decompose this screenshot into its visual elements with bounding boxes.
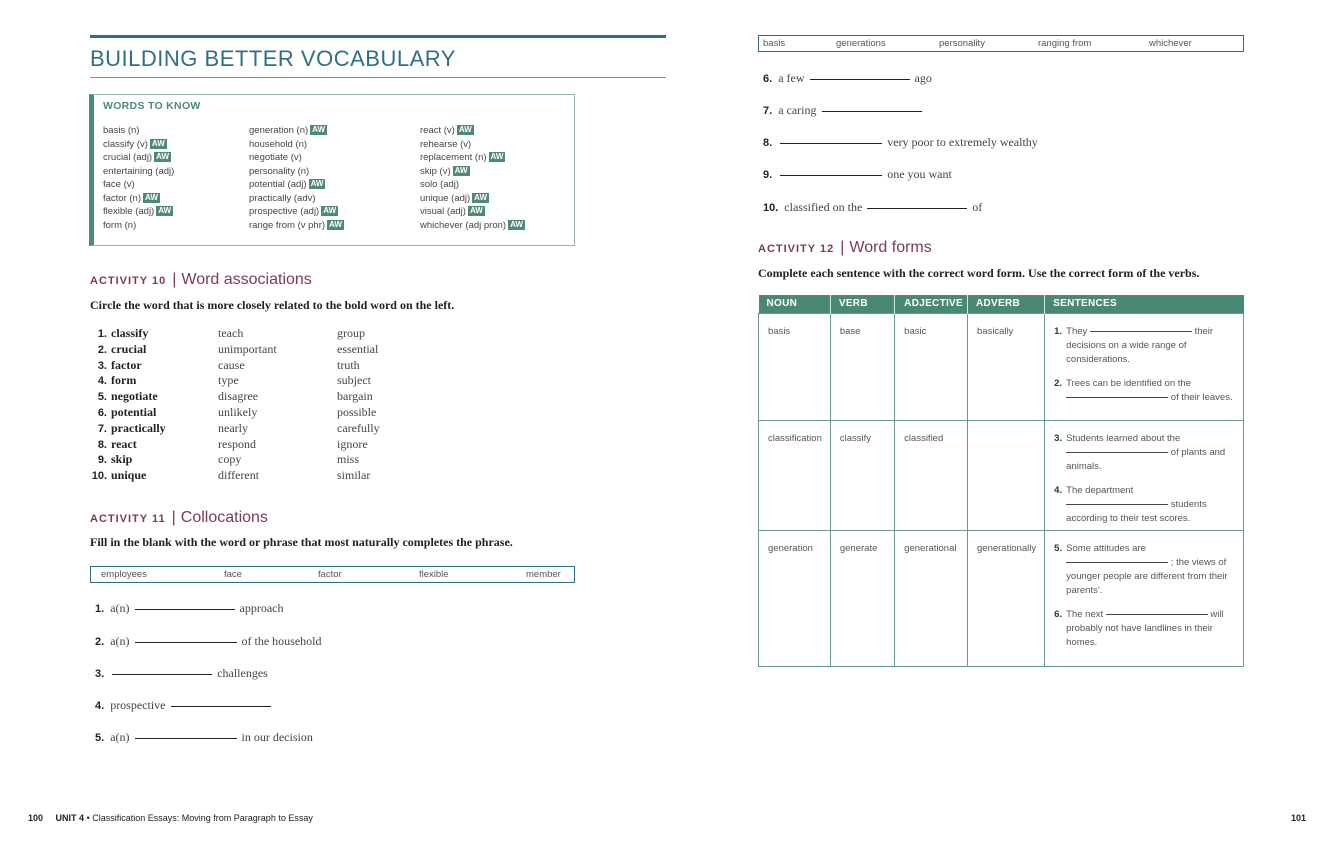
cell-noun: basis [759, 313, 831, 420]
words-to-know-heading: WORDS TO KNOW [103, 100, 201, 112]
association-item [86, 452, 132, 469]
bullet: • [86, 813, 90, 823]
fill-in-item [95, 601, 284, 616]
item-number: 10. [763, 202, 779, 214]
text-after: approach [239, 601, 284, 615]
cell-verb: generate [830, 530, 894, 666]
top-rule [90, 35, 666, 38]
option-word[interactable]: carefully [337, 420, 380, 435]
answer-blank[interactable] [780, 143, 882, 144]
sentence-item [1054, 542, 1235, 598]
option-word[interactable]: similar [337, 468, 371, 483]
item-number: 6. [763, 73, 773, 85]
vocab-word-text: range from (v phr) [249, 219, 326, 231]
fill-in-item [763, 135, 1038, 150]
answer-blank[interactable] [171, 706, 271, 707]
header-adjective: ADJECTIVE [895, 295, 968, 313]
activity12-heading [758, 239, 932, 257]
prompt-word: factor [111, 357, 142, 372]
option-word[interactable]: possible [337, 405, 377, 419]
academic-word-badge: AW [474, 192, 488, 202]
sentence-item [1054, 377, 1235, 405]
activity-label: ACTIVITY 12 [758, 243, 835, 255]
vocab-word-text: crucial (adj) [103, 152, 153, 163]
word-bank-right [758, 35, 1244, 52]
vocab-word [420, 205, 525, 219]
table-row [759, 313, 1244, 420]
vocab-word [103, 192, 174, 206]
vocab-word [249, 151, 344, 165]
table-row [759, 420, 1244, 530]
cell-adverb: basically [968, 313, 1045, 420]
word-bank-item: flexible [419, 569, 449, 580]
word-bank-item: face [224, 569, 242, 580]
vocab-word-text: rehearse (v) [420, 138, 472, 150]
page-number: 100 [28, 813, 44, 823]
text-after: their decisions on a wide range of considerations. [1066, 325, 1214, 365]
association-item [86, 405, 156, 422]
prompt-word: form [111, 373, 137, 388]
vocab-word-text: classify (v) [103, 138, 148, 150]
cell-sentences [1045, 530, 1244, 666]
association-item [86, 421, 166, 438]
academic-word-badge: AW [312, 125, 326, 134]
word-bank-item: ranging from [1038, 38, 1092, 49]
table-header-row [759, 295, 1244, 313]
text-after: students according to their test scores. [1066, 498, 1207, 524]
vocab-word [420, 219, 525, 233]
answer-blank[interactable] [1066, 562, 1168, 563]
answer-blank[interactable] [1090, 331, 1192, 332]
vocab-word [420, 151, 525, 165]
item-number: 2. [1054, 377, 1063, 389]
vocab-word [103, 138, 174, 152]
title-rule [90, 77, 666, 78]
vocab-word [249, 138, 344, 152]
activity10-instructions: Circle the word that is more closely related to the bold word on the left. [90, 298, 455, 312]
item-number: 2. [95, 636, 105, 648]
academic-word-badge: AW [156, 152, 169, 161]
prompt-word: practically [111, 420, 166, 435]
academic-word-badge: AW [329, 219, 342, 229]
fill-in-item [95, 730, 313, 745]
prompt-word: potential [111, 405, 157, 419]
vocab-word [249, 165, 344, 179]
cell-adverb: generationally [968, 530, 1045, 666]
text-after: of plants and animals. [1066, 446, 1226, 472]
word-bank-item: basis [763, 38, 786, 49]
association-item [86, 342, 146, 359]
text-before: Trees can be identified on the [1066, 377, 1191, 389]
answer-blank[interactable] [1066, 452, 1168, 453]
association-item [86, 437, 137, 454]
item-number: 8. [763, 137, 773, 149]
vocab-word [420, 192, 525, 206]
activity10-heading [90, 271, 312, 289]
academic-word-badge: AW [490, 152, 504, 161]
text-before: Some attitudes are [1066, 542, 1146, 554]
text-after: one you want [887, 167, 952, 181]
sentence-item [1054, 432, 1235, 474]
activity-title: Word forms [849, 239, 932, 256]
vocab-word-text: household (n) [249, 138, 308, 150]
text-after: ago [914, 71, 932, 85]
text-before: classified on the [784, 200, 863, 214]
academic-word-badge: AW [458, 125, 472, 134]
vocab-word [249, 219, 344, 233]
answer-blank[interactable] [810, 79, 910, 80]
option-word[interactable]: cause [218, 357, 245, 372]
option-word[interactable]: unlikely [218, 405, 258, 419]
text-after: challenges [217, 666, 268, 680]
text-before: prospective [110, 698, 166, 712]
option-word[interactable]: teach [218, 326, 244, 340]
cell-verb: base [830, 313, 894, 420]
answer-blank[interactable] [1106, 614, 1208, 615]
cell-adjective: basic [895, 313, 968, 420]
vocab-word [103, 124, 174, 138]
vocab-word [103, 219, 174, 233]
item-number: 4. [95, 700, 105, 712]
vocab-word [249, 192, 344, 206]
table-row [759, 530, 1244, 666]
footer-left [28, 813, 313, 823]
option-word[interactable]: copy [218, 452, 242, 467]
fill-in-item [95, 698, 273, 713]
option-word[interactable]: bargain [337, 389, 373, 404]
vocab-word-text: prospective (adj) [249, 206, 320, 217]
answer-blank[interactable] [780, 175, 882, 176]
vocab-word-text: skip (v) [420, 165, 451, 177]
item-number: 7. [763, 105, 773, 117]
activity-title: Collocations [180, 509, 268, 526]
text-after: of [972, 200, 983, 214]
text-after: in our decision [241, 730, 313, 744]
vocab-word-text: replacement (n) [420, 152, 487, 163]
activity-title: Word associations [181, 271, 312, 288]
vocab-word-text: practically (adv) [249, 192, 316, 204]
answer-blank[interactable] [135, 609, 235, 610]
activity11-instructions: Fill in the blank with the word or phrase that most naturally completes the phrase. [90, 535, 513, 549]
association-item [86, 373, 136, 390]
word-bank-left [90, 566, 575, 583]
vocab-word-text: potential (adj) [249, 179, 307, 190]
vocab-word-text: visual (adj) [420, 206, 466, 217]
vocab-word-text: factor (n) [103, 192, 142, 204]
text-before: a(n) [110, 634, 130, 648]
text-before: a(n) [110, 601, 130, 615]
option-word[interactable]: essential [337, 341, 379, 356]
academic-word-badge: AW [145, 192, 158, 202]
academic-word-badge: AW [151, 138, 165, 148]
option-word[interactable]: type [218, 373, 239, 388]
item-number: 7. [97, 422, 107, 435]
cell-noun: generation [759, 530, 831, 666]
item-number: 5. [97, 391, 107, 404]
cell-verb: classify [830, 420, 894, 530]
answer-blank[interactable] [135, 738, 237, 739]
fill-in-item [763, 167, 952, 182]
academic-word-badge: AW [454, 165, 468, 175]
vocab-word [420, 165, 525, 179]
cell-sentences [1045, 420, 1244, 530]
words-column-2 [249, 124, 344, 232]
vocab-word [249, 205, 344, 219]
item-number: 5. [95, 732, 105, 744]
option-word[interactable]: truth [337, 357, 360, 372]
prompt-word: skip [111, 452, 133, 467]
answer-blank[interactable] [1066, 504, 1168, 505]
item-number: 3. [97, 359, 107, 372]
option-word[interactable]: group [337, 326, 365, 340]
association-item [86, 326, 148, 343]
fill-in-item [763, 103, 924, 118]
sentence-item [1054, 608, 1235, 650]
vocab-word-text: react (v) [420, 125, 455, 136]
vocab-word-text: generation (n) [249, 125, 309, 136]
item-number: 6. [1054, 608, 1063, 620]
text-after: will probably not have landlines in their homes. [1066, 608, 1224, 648]
word-bank-item: whichever [1149, 38, 1192, 49]
answer-blank[interactable] [1066, 397, 1168, 398]
text-after: of the household [241, 634, 322, 648]
text-before: a(n) [110, 730, 130, 744]
cell-noun: classification [759, 420, 831, 530]
answer-blank[interactable] [112, 674, 212, 675]
vocab-word [103, 205, 174, 219]
text-after: ; the views of younger people are different from their parents'. [1066, 556, 1228, 596]
page-title: BUILDING BETTER VOCABULARY [90, 46, 456, 71]
words-column-1 [103, 124, 174, 232]
cell-adverb [968, 420, 1045, 530]
item-number: 5. [1054, 542, 1063, 554]
option-word[interactable]: miss [337, 452, 360, 467]
word-bank-item: employees [101, 569, 147, 580]
item-number: 2. [97, 343, 107, 356]
chapter-title: Classification Essays: Moving from Paragraph to Essay [92, 813, 313, 823]
item-number: 3. [95, 668, 105, 680]
word-bank-item: personality [939, 38, 985, 49]
separator: | [172, 271, 177, 288]
separator: | [171, 509, 176, 526]
vocab-word-text: personality (n) [249, 165, 310, 177]
item-number: 8. [97, 438, 107, 451]
association-item [86, 358, 142, 375]
fill-in-item [763, 200, 982, 215]
separator: | [840, 239, 845, 256]
text-before: a caring [778, 103, 817, 117]
word-bank-item: generations [836, 38, 886, 49]
vocab-word-text: negotiate (v) [249, 152, 302, 163]
activity-label: ACTIVITY 10 [90, 275, 167, 287]
academic-word-badge: AW [469, 206, 483, 215]
prompt-word: crucial [111, 341, 147, 356]
text-after: of their leaves. [1170, 391, 1233, 403]
vocab-word [103, 165, 174, 179]
option-word[interactable]: unimportant [218, 341, 277, 356]
cell-adjective: generational [895, 530, 968, 666]
unit-label: UNIT 4 [55, 813, 85, 823]
option-word[interactable]: nearly [218, 420, 248, 435]
word-bank-item: member [526, 569, 561, 580]
vocab-word-text: basis (n) [103, 125, 140, 136]
word-bank-item: factor [318, 569, 342, 580]
fill-in-item [763, 71, 932, 86]
item-number: 6. [97, 407, 107, 419]
header-adverb: ADVERB [968, 295, 1045, 313]
item-number: 1. [97, 328, 107, 340]
sentence-item [1054, 484, 1235, 526]
activity12-instructions: Complete each sentence with the correct word form. Use the correct form of the verbs. [758, 266, 1200, 280]
answer-blank[interactable] [867, 208, 967, 209]
prompt-word: react [111, 436, 137, 451]
text-before: They [1066, 325, 1088, 337]
academic-word-badge: AW [323, 206, 337, 215]
sentence-item [1054, 325, 1235, 367]
item-number: 10. [91, 470, 107, 483]
vocab-word [249, 124, 344, 138]
words-column-3 [420, 124, 525, 232]
vocab-word-text: flexible (adj) [103, 206, 155, 217]
words-to-know-box [89, 94, 575, 246]
item-number: 4. [1054, 484, 1063, 496]
answer-blank[interactable] [135, 642, 237, 643]
item-number: 1. [1054, 325, 1063, 337]
association-item [86, 389, 158, 406]
fill-in-item [95, 634, 322, 649]
text-after: very poor to extremely wealthy [887, 135, 1038, 149]
header-sentences: SENTENCES [1045, 295, 1244, 313]
prompt-word: classify [111, 326, 149, 340]
text-before: a few [778, 71, 805, 85]
option-word[interactable]: subject [337, 373, 371, 388]
header-noun: NOUN [759, 295, 831, 313]
prompt-word: unique [111, 468, 147, 483]
academic-word-badge: AW [510, 219, 523, 229]
cell-sentences [1045, 313, 1244, 420]
vocab-word [420, 124, 525, 138]
item-number: 3. [1054, 432, 1063, 444]
option-word[interactable]: respond [218, 436, 256, 451]
answer-blank[interactable] [822, 111, 922, 112]
vocab-word-text: unique (adj) [420, 192, 471, 204]
academic-word-badge: AW [310, 179, 324, 188]
association-item [86, 468, 146, 485]
vocab-word-text: face (v) [103, 179, 135, 190]
item-number: 1. [95, 603, 105, 615]
text-before: Students learned about the [1066, 432, 1181, 444]
text-before: The next [1066, 608, 1104, 620]
option-word[interactable]: disagree [218, 389, 258, 404]
cell-adjective: classified [895, 420, 968, 530]
vocab-word [103, 151, 174, 165]
option-word[interactable]: different [218, 468, 260, 483]
activity-label: ACTIVITY 11 [90, 513, 166, 525]
vocab-word [420, 178, 525, 192]
vocab-word-text: solo (adj) [420, 179, 460, 190]
activity11-heading [90, 509, 268, 527]
prompt-word: negotiate [111, 389, 158, 404]
option-word[interactable]: ignore [337, 436, 368, 451]
vocab-word [103, 178, 174, 192]
vocab-word [420, 138, 525, 152]
word-forms-table [758, 295, 1244, 667]
page-number-right: 101 [1291, 813, 1307, 823]
vocab-word [249, 178, 344, 192]
item-number: 4. [97, 375, 107, 388]
item-number: 9. [763, 169, 773, 181]
vocab-word-text: entertaining (adj) [103, 165, 175, 177]
fill-in-item [95, 666, 268, 681]
text-before: The department [1066, 484, 1134, 496]
header-verb: VERB [830, 295, 894, 313]
academic-word-badge: AW [158, 206, 172, 215]
vocab-word-text: whichever (adj pron) [420, 219, 507, 231]
vocab-word-text: form (n) [103, 219, 137, 231]
item-number: 9. [97, 454, 107, 467]
